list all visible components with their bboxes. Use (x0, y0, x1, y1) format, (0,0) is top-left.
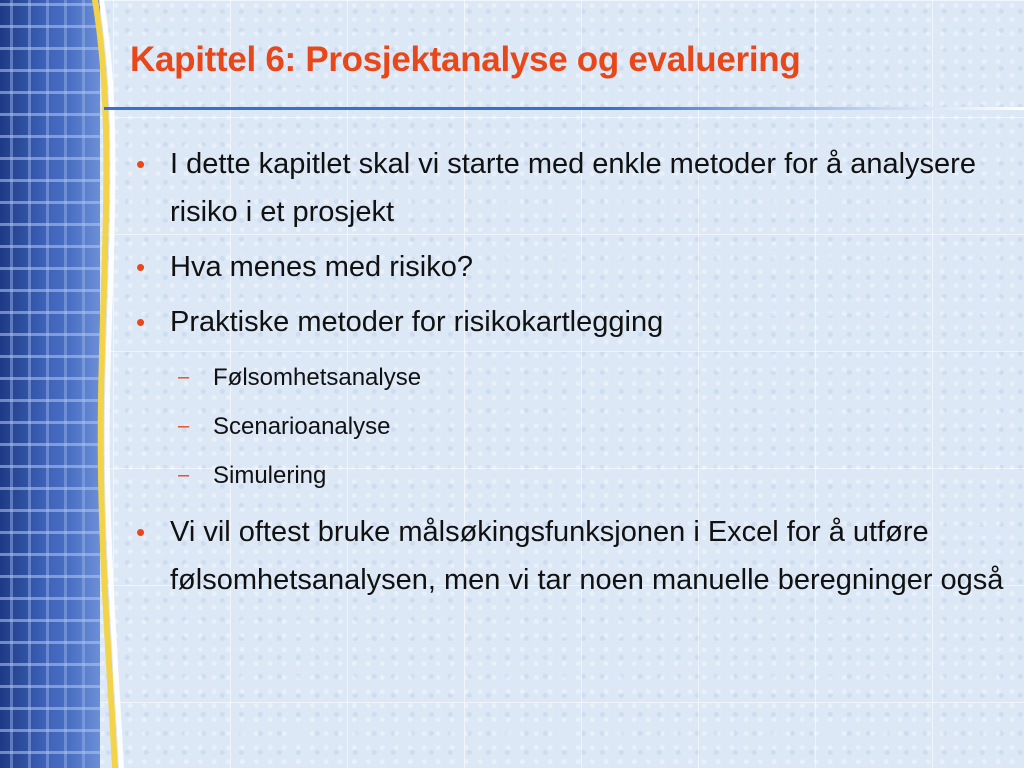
sub-bullet-list (130, 353, 1020, 500)
sub-bullet-text: Følsomhetsanalyse (213, 364, 422, 391)
bullet-marker: • (136, 307, 146, 337)
bullet-item (130, 298, 1020, 346)
bullet-text: I dette kapitlet skal vi starte med enkle metoder for å analysere risiko i et prosjekt (170, 148, 976, 228)
sub-bullet-item (130, 451, 1020, 500)
bullet-text: Hva menes med risiko? (170, 251, 473, 283)
bullet-marker: • (136, 517, 146, 547)
bullet-item (130, 140, 1020, 236)
sub-bullet-marker: – (178, 415, 190, 437)
bullet-text: Praktiske metoder for risikokartlegging (170, 306, 664, 338)
sub-bullet-group (130, 353, 1020, 500)
decorative-curve (0, 0, 140, 768)
bullet-text: Vi vil oftest bruke målsøkingsfunksjonen i Excel for å utføre følsomhetsanalysen, men vi tar noen manuelle beregninger også (170, 516, 1004, 596)
title-underline (104, 107, 1024, 110)
bullet-item (130, 508, 1020, 604)
sub-bullet-item (130, 353, 1020, 402)
bullet-list (130, 140, 1020, 611)
sub-bullet-text: Simulering (213, 462, 327, 489)
slide-title: Kapittel 6: Prosjektanalyse og evaluering (130, 40, 801, 79)
bullet-marker: • (136, 252, 146, 282)
sub-bullet-item (130, 402, 1020, 451)
bullet-item (130, 243, 1020, 291)
bullet-marker: • (136, 149, 146, 179)
sub-bullet-text: Scenarioanalyse (213, 413, 391, 440)
sub-bullet-marker: – (178, 366, 190, 388)
sub-bullet-marker: – (178, 464, 190, 486)
